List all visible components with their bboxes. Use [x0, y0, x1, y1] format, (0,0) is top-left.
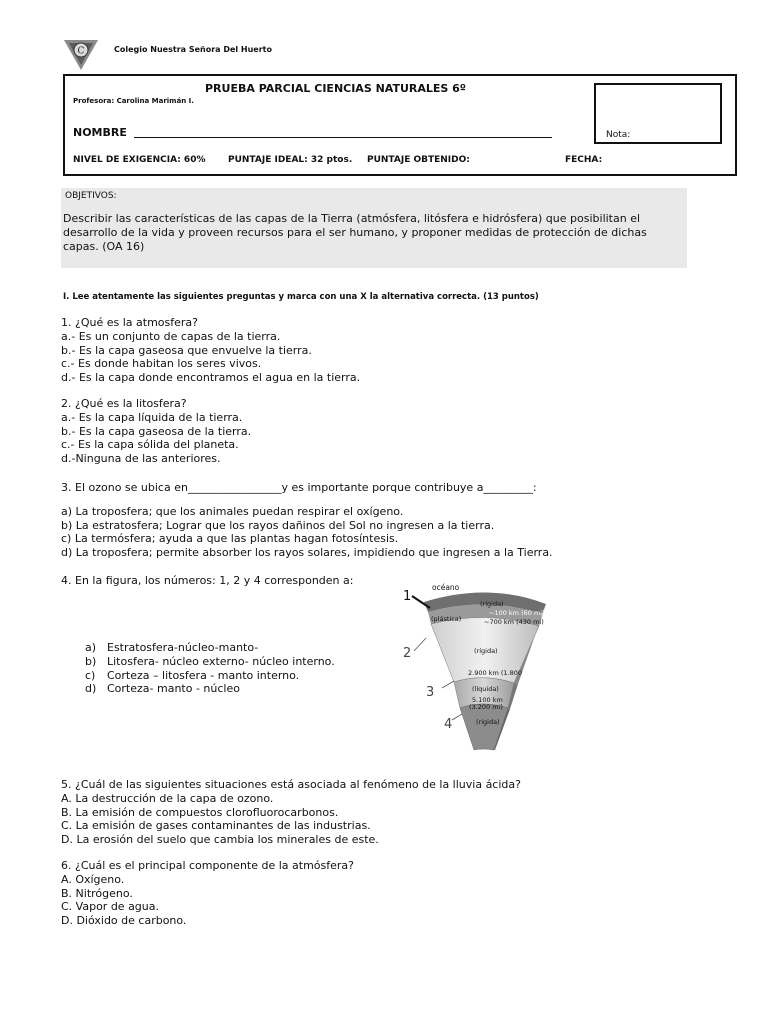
option-c[interactable]: C. La emisión de gases contaminantes de las industrias.	[61, 819, 371, 833]
objectives-line: capas. (OA 16)	[63, 240, 145, 253]
option-a[interactable]: a.- Es la capa líquida de la tierra.	[61, 410, 243, 424]
objectives-line: Describir las características de las capas de la Tierra (atmósfera, litósfera e hidrósfera) que posibilitan el	[63, 212, 641, 225]
figure-number-1: 1	[403, 589, 412, 604]
teacher-name: Profesora: Carolina Marimán I.	[73, 97, 194, 105]
option-text: Corteza – litosfera - manto interno.	[107, 668, 300, 682]
figure-number-4: 4	[444, 717, 453, 732]
spacer	[61, 495, 553, 505]
option-a[interactable]: a.- Es un conjunto de capas de la tierra.	[61, 329, 281, 343]
option-b[interactable]: b.- Es la capa gaseosa de la tierra.	[61, 424, 252, 438]
earth-layers-figure	[396, 578, 576, 758]
name-label: NOMBRE	[73, 126, 127, 139]
figure-label: (plástica)	[431, 615, 462, 623]
question-4	[61, 574, 353, 588]
school-name: Colegio Nuestra Señora Del Huerto	[114, 45, 272, 54]
question-3	[61, 481, 553, 560]
option-b[interactable]	[85, 655, 335, 669]
figure-label: (rígida)	[474, 647, 498, 655]
figure-label: 5.100 km	[472, 696, 503, 704]
question-6	[61, 859, 354, 928]
option-key: b)	[85, 654, 97, 668]
option-c[interactable]: C. Vapor de agua.	[61, 900, 159, 914]
option-c[interactable]: c.- Es la capa sólida del planeta.	[61, 438, 239, 452]
figure-label: (líquida)	[472, 685, 499, 693]
figure-label: (3.200 mi)	[469, 703, 503, 711]
exam-title: PRUEBA PARCIAL CIENCIAS NATURALES 6º	[205, 82, 466, 95]
figure-number-2: 2	[403, 646, 412, 661]
question-5	[61, 778, 521, 847]
option-b[interactable]: b) La estratosfera; Lograr que los rayos dañinos del Sol no ingresen a la tierra.	[61, 518, 495, 532]
option-b[interactable]: B. Nitrógeno.	[61, 886, 133, 900]
question-text: 5. ¿Cuál de las siguientes situaciones está asociada al fenómeno de la lluvia ácida?	[61, 778, 521, 791]
puntaje-ideal-label: PUNTAJE IDEAL: 32 ptos.	[228, 155, 353, 165]
exigencia-label: NIVEL DE EXIGENCIA: 60%	[73, 155, 206, 165]
question-2	[61, 397, 251, 466]
question-4-options	[85, 641, 335, 696]
option-d[interactable]	[85, 682, 335, 696]
question-text: 4. En la figura, los números: 1, 2 y 4 corresponden a:	[61, 574, 354, 587]
figure-label: océano	[432, 583, 460, 592]
option-a[interactable]: a) La troposfera; que los animales puedan respirar el oxígeno.	[61, 504, 404, 518]
option-d[interactable]: d.-Ninguna de las anteriores.	[61, 452, 221, 466]
option-key: a)	[85, 641, 97, 654]
figure-label: (rígida)	[480, 600, 504, 608]
question-text: 3. El ozono se ubica en_________________y es importante porque contribuye a_________:	[61, 481, 537, 494]
option-key: c)	[85, 668, 96, 682]
figure-number-3: 3	[426, 685, 435, 700]
option-b[interactable]: b.- Es la capa gaseosa que envuelve la tierra.	[61, 343, 312, 357]
option-a[interactable]	[85, 641, 335, 655]
grade-label: Nota:	[606, 130, 631, 140]
objectives-line: desarrollo de la vida y proveen recursos para el ser humano, y proponer medidas de protección de dichas	[63, 226, 647, 239]
option-c[interactable]: c) La termósfera; ayuda a que las plantas hagan fotosíntesis.	[61, 532, 399, 546]
option-b[interactable]: B. La emisión de compuestos clorofluorocarbonos.	[61, 805, 339, 819]
question-text: 2. ¿Qué es la litosfera?	[61, 397, 187, 410]
school-crest-icon	[62, 34, 100, 72]
question-text: 1. ¿Qué es la atmosfera?	[61, 316, 198, 329]
option-a[interactable]: A. La destrucción de la capa de ozono.	[61, 791, 274, 805]
figure-label: (rígida)	[476, 718, 500, 726]
figure-label: ~100 km (60 mi)	[489, 609, 545, 617]
instructions: I. Lee atentamente las siguientes preguntas y marca con una X la alternativa correcta. (13 puntos)	[63, 292, 539, 302]
option-text: Estratosfera-núcleo-manto-	[107, 641, 259, 654]
option-text: Litosfera- núcleo externo- núcleo interno.	[107, 654, 335, 668]
option-text: Corteza- manto - núcleo	[107, 682, 240, 696]
option-a[interactable]: A. Oxígeno.	[61, 872, 125, 886]
question-text: 6. ¿Cuál es el principal componente de la atmósfera?	[61, 859, 355, 872]
objectives-text	[63, 212, 675, 254]
name-field[interactable]	[134, 137, 552, 138]
option-d[interactable]: d.- Es la capa donde encontramos el agua en la tierra.	[61, 371, 361, 385]
puntaje-obtenido-label: PUNTAJE OBTENIDO:	[367, 155, 470, 165]
option-c[interactable]: c.- Es donde habitan los seres vivos.	[61, 357, 262, 371]
fecha-label: FECHA:	[565, 155, 603, 165]
option-key: d)	[85, 682, 97, 696]
option-d[interactable]: D. La erosión del suelo que cambia los minerales de este.	[61, 833, 379, 847]
svg-text:C: C	[77, 46, 85, 57]
figure-label: 2.900 km (1.800	[468, 669, 522, 677]
option-d[interactable]: d) La troposfera; permite absorber los rayos solares, impidiendo que ingresen a la Tierra.	[61, 546, 553, 560]
objectives-label: OBJETIVOS:	[65, 191, 117, 201]
option-d[interactable]: D. Dióxido de carbono.	[61, 914, 187, 928]
figure-label: ~700 km (430 mi)	[484, 618, 544, 626]
question-1	[61, 316, 360, 385]
option-c[interactable]	[85, 669, 335, 683]
